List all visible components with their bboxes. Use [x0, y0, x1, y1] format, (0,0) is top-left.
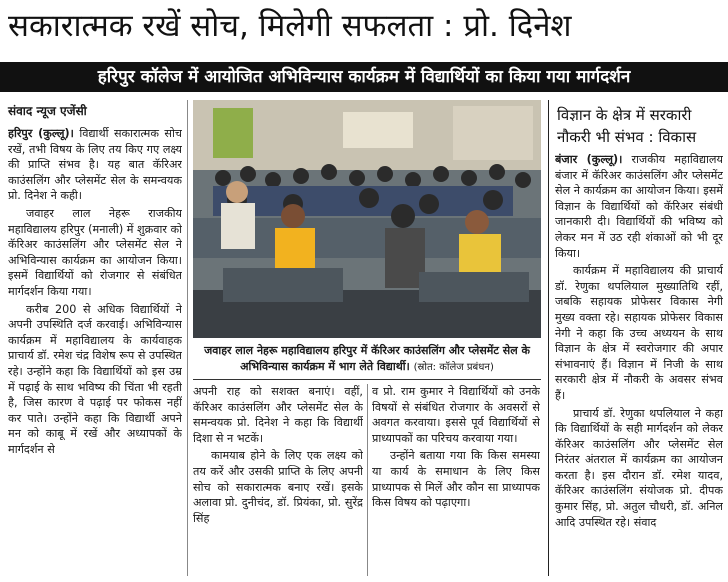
caption-divider — [193, 379, 541, 380]
article-column-2 — [193, 384, 363, 578]
paragraph: प्राचार्य डॉ. रेणुका थपलियाल ने कहा कि विद्यार्थियों के सही मार्गदर्शन को लेकर कॅरिअर काउंसलिंग और प्लेसमेंट सेल निरंतर अंतराल में कार्यक्रम का आयोजन करता है। इस दौरान डॉ. रमेश यादव, कॅरिअर काउंसलिंग संयोजक प्रो. दीपक कुमार सिंह, प्रो. अतुल चौधरी, डॉ. अनिल आदि उपस्थित रहे। संवाद — [555, 406, 723, 529]
byline: संवाद न्यूज एजेंसी — [8, 104, 87, 118]
caption-text: जवाहर लाल नेहरू महाविद्यालय हरिपुर में कॅरिअर काउंसलिंग और प्लेसमेंट सेल के अभिविन्यास कार्यक्रम में भाग लेते विद्यार्थी। — [204, 344, 530, 373]
paragraph — [555, 152, 723, 261]
paragraph-text: राजकीय महाविद्यालय बंजार में कॅरिअर काउंसलिंग और प्लेसमेंट सेल ने कार्यक्रम का आयोजन किया। इसमें विज्ञान के विद्यार्थियों को कॅरिअर संबंधी जानकारी दी। विद्यार्थियों की भविष्य को लेकर मन में उठ रही शंकाओं को भी दूर किया। — [555, 153, 723, 260]
audience-photo-illustration — [193, 100, 541, 338]
dateline: हरिपुर (कुल्लू)। — [8, 127, 74, 140]
dateline: बंजार (कुल्लू)। — [555, 153, 623, 166]
caption-source: (स्रोत: कॉलेज प्रबंधन) — [413, 362, 494, 373]
paragraph: जवाहर लाल नेहरू राजकीय महाविद्यालय हरिपुर (मनाली) में शुक्रवार को कॅरिअर काउंसलिंग और प्लेसमेंट सेल ने अभिविन्यास कार्यक्रम का आयोजन किया। इसमें विद्यार्थियों को रोजगार से संबंधित मार्गदर्शन किया गया। — [8, 206, 182, 298]
event-photo — [193, 100, 541, 338]
paragraph: व प्रो. राम कुमार ने विद्यार्थियों को उनके विषयों से संबंधित रोजगार के अवसरों से अवगत करवाया। इससे पूर्व विद्यार्थियों से प्राध्यापकों का परिचय करवाया गया। — [372, 385, 540, 445]
paragraph — [8, 126, 182, 204]
paragraph: उन्होंने बताया गया कि किस समस्या या कार्य के समाधान के लिए किस प्राध्यापक से मिलें और कौन सा प्राध्यापक किस विषय को पढ़ाएगा। — [372, 449, 540, 510]
sidebar-article — [555, 152, 723, 578]
headline: सकारात्मक रखें सोच, मिलेगी सफलता : प्रो. दिनेश — [8, 8, 572, 44]
photo-caption — [193, 343, 541, 377]
paragraph: करीब 200 से अधिक विद्यार्थियों ने अपनी उपस्थिति दर्ज करवाई। अभिविन्यास कार्यक्रम में महाविद्यालय के कार्यवाहक प्राचार्य डॉ. रमेश चंद्र विशेष रूप से उपस्थित रहे। उन्होंने कहा कि विद्यार्थियों को इस उम्र में पढ़ाई के साथ भविष्य की चिंता भी रहती है, जिस कारण वे पढ़ाई पर फोकस नहीं कर पाते। उन्होंने कहा कि विद्यार्थी अपने मन को काबू में रखें और अध्यापकों के मार्गदर्शन से — [8, 302, 182, 456]
article-column-1 — [8, 126, 182, 576]
sidebar-headline: विज्ञान के क्षेत्र में सरकारी नौकरी भी संभव : विकास — [557, 106, 697, 146]
subheadline: हरिपुर कॉलेज में आयोजित अभिविन्यास कार्यक्रम में विद्यार्थियों का किया गया मार्गदर्शन — [0, 62, 728, 92]
column-divider — [367, 384, 368, 576]
sidebar-divider — [548, 100, 549, 576]
column-divider — [187, 100, 188, 576]
article-column-3 — [372, 384, 540, 578]
paragraph: कार्यक्रम में महाविद्यालय की प्राचार्य डॉ. रेणुका थपलियाल मुख्यातिथि रहीं, जबकि सहायक प्रोफेसर विकास नेगी मुख्य वक्ता रहे। सहायक प्रोफेसर विकास नेगी ने कहा कि उच्च अध्ययन के साथ विज्ञान के क्षेत्र में स्वरोजगार की अपार संभावनाएं हैं। विज्ञान में निजी के साथ सरकारी क्षेत्र में नौकरी के अवसर संभव हैं। — [555, 264, 723, 402]
paragraph-text: विद्यार्थी सकारात्मक सोच रखें, तभी विषय के लिए तय किए गए लक्ष्य की प्राप्ति संभव है। यह बात कॅरिअर काउंसलिंग और प्लेसमेंट सेल के समन्वयक प्रो. दिनेश ने कही। — [8, 127, 182, 203]
paragraph: कामयाब होने के लिए एक लक्ष्य को तय करें और उसकी प्राप्ति के लिए अपनी सोच को सकारात्मक बनाए रखें। इसके अलावा प्रो. दुनीचंद, डॉ. प्रियंका, प्रो. सुरेंद्र सिंह — [193, 449, 363, 525]
paragraph: अपनी राह को सशक्त बनाएं। वहीं, कॅरिअर काउंसलिंग और प्लेसमेंट सेल के समन्वयक प्रो. दिनेश ने कहा कि विद्यार्थी दिशा से न भटकें। — [193, 385, 363, 445]
